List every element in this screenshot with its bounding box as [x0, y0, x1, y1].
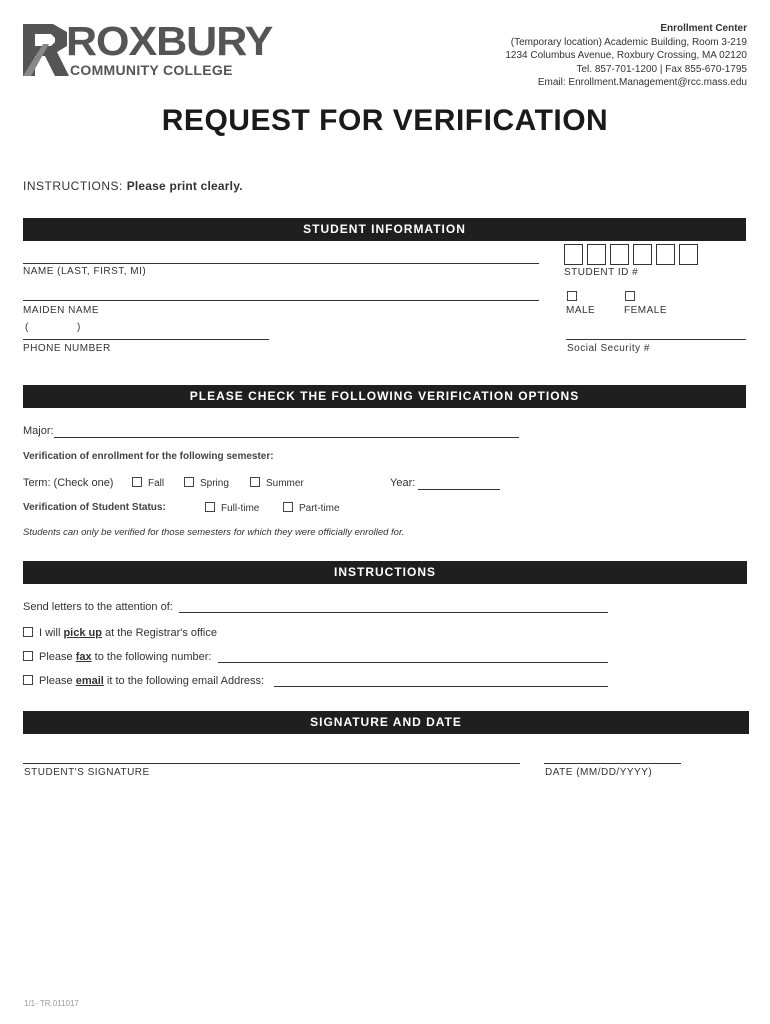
email-emphasis: email [75, 675, 104, 687]
instructions-line [23, 179, 243, 193]
term-summer-option[interactable] [250, 477, 304, 489]
enrollment-note: Students can only be verified for those semesters for which they were officially enrolled for. [23, 527, 405, 538]
contact-block [505, 22, 747, 90]
logo-subtitle: COMMUNITY COLLEGE [70, 62, 233, 78]
delivery-instructions-bar: INSTRUCTIONS [23, 561, 747, 584]
phone-paren-close: ) [77, 322, 81, 333]
male-checkbox[interactable] [567, 291, 577, 301]
pickup-checkbox[interactable] [23, 627, 33, 637]
pickup-emphasis: pick up [63, 627, 102, 639]
page-title: REQUEST FOR VERIFICATION [161, 104, 609, 137]
email-option[interactable] [23, 675, 264, 687]
phone-field[interactable] [23, 339, 269, 340]
spring-checkbox[interactable] [184, 477, 194, 487]
fax-option[interactable] [23, 651, 211, 663]
phone-label: PHONE NUMBER [23, 343, 111, 354]
instructions-text: Please print clearly. [126, 179, 243, 193]
college-logo-icon [23, 24, 71, 76]
logo-wordmark: ROXBURY [66, 18, 273, 64]
major-label: Major: [23, 425, 54, 437]
date-field[interactable] [544, 763, 681, 764]
student-id-box[interactable] [587, 244, 606, 265]
summer-label: Summer [266, 478, 304, 489]
year-field[interactable] [418, 489, 500, 490]
major-field[interactable] [54, 437, 519, 438]
summer-checkbox[interactable] [250, 477, 260, 487]
fax-post: to the following number: [94, 651, 212, 663]
email-pre: Please [39, 675, 73, 687]
student-id-box[interactable] [564, 244, 583, 265]
maiden-name-field[interactable] [23, 300, 539, 301]
fax-number-field[interactable] [218, 662, 608, 663]
parttime-label: Part-time [299, 503, 340, 514]
attention-label: Send letters to the attention of: [23, 601, 173, 613]
parttime-checkbox[interactable] [283, 502, 293, 512]
signature-date-bar: SIGNATURE AND DATE [23, 711, 749, 734]
student-information-bar: STUDENT INFORMATION [23, 218, 746, 241]
male-label: MALE [566, 305, 596, 316]
pickup-post: at the Registrar's office [105, 627, 217, 639]
fulltime-option[interactable] [205, 502, 259, 514]
email-checkbox[interactable] [23, 675, 33, 685]
signature-label: STUDENT'S SIGNATURE [24, 767, 150, 778]
pickup-pre: I will [39, 627, 61, 639]
parttime-option[interactable] [283, 502, 340, 514]
student-id-box[interactable] [656, 244, 675, 265]
year-label: Year: [390, 477, 416, 489]
name-label: NAME (LAST, FIRST, MI) [23, 266, 147, 277]
fax-emphasis: fax [75, 651, 92, 663]
contact-email[interactable]: Email: Enrollment.Management@rcc.mass.edu [537, 77, 747, 89]
semester-heading: Verification of enrollment for the following semester: [23, 451, 274, 462]
attention-field[interactable] [179, 612, 608, 613]
date-label: DATE (MM/DD/YYYY) [545, 767, 653, 778]
student-id-label: STUDENT ID # [564, 267, 639, 278]
name-field[interactable] [23, 263, 539, 264]
verification-options-bar: PLEASE CHECK THE FOLLOWING VERIFICATION OPTIONS [23, 385, 746, 408]
contact-line: Tel. 857-701-1200 | Fax 855-670-1795 [576, 63, 747, 75]
ssn-label: Social Security # [567, 343, 650, 354]
fulltime-label: Full-time [221, 503, 260, 514]
status-label: Verification of Student Status: [23, 502, 166, 513]
ssn-field[interactable] [566, 339, 746, 340]
contact-line: (Temporary location) Academic Building, Room 3-219 [510, 36, 747, 48]
fall-label: Fall [148, 478, 165, 489]
term-spring-option[interactable] [184, 477, 229, 489]
maiden-name-label: MAIDEN NAME [23, 305, 100, 316]
term-fall-option[interactable] [132, 477, 164, 489]
email-post: it to the following email Address: [106, 675, 265, 687]
fax-checkbox[interactable] [23, 651, 33, 661]
student-id-box[interactable] [679, 244, 698, 265]
fax-pre: Please [39, 651, 73, 663]
pickup-option[interactable] [23, 627, 217, 639]
contact-line: 1234 Columbus Avenue, Roxbury Crossing, MA 02120 [505, 50, 747, 62]
form-code: 1/1- TR.011017 [24, 999, 79, 1008]
student-id-box[interactable] [610, 244, 629, 265]
female-label: FEMALE [624, 305, 668, 316]
phone-paren-open: ( [25, 322, 29, 333]
spring-label: Spring [200, 478, 229, 489]
email-address-field[interactable] [274, 686, 608, 687]
contact-title: Enrollment Center [660, 23, 747, 34]
female-checkbox[interactable] [625, 291, 635, 301]
fulltime-checkbox[interactable] [205, 502, 215, 512]
term-label: Term: (Check one) [23, 477, 114, 489]
signature-field[interactable] [23, 763, 520, 764]
student-id-box[interactable] [633, 244, 652, 265]
instructions-label: INSTRUCTIONS: [23, 179, 123, 193]
fall-checkbox[interactable] [132, 477, 142, 487]
